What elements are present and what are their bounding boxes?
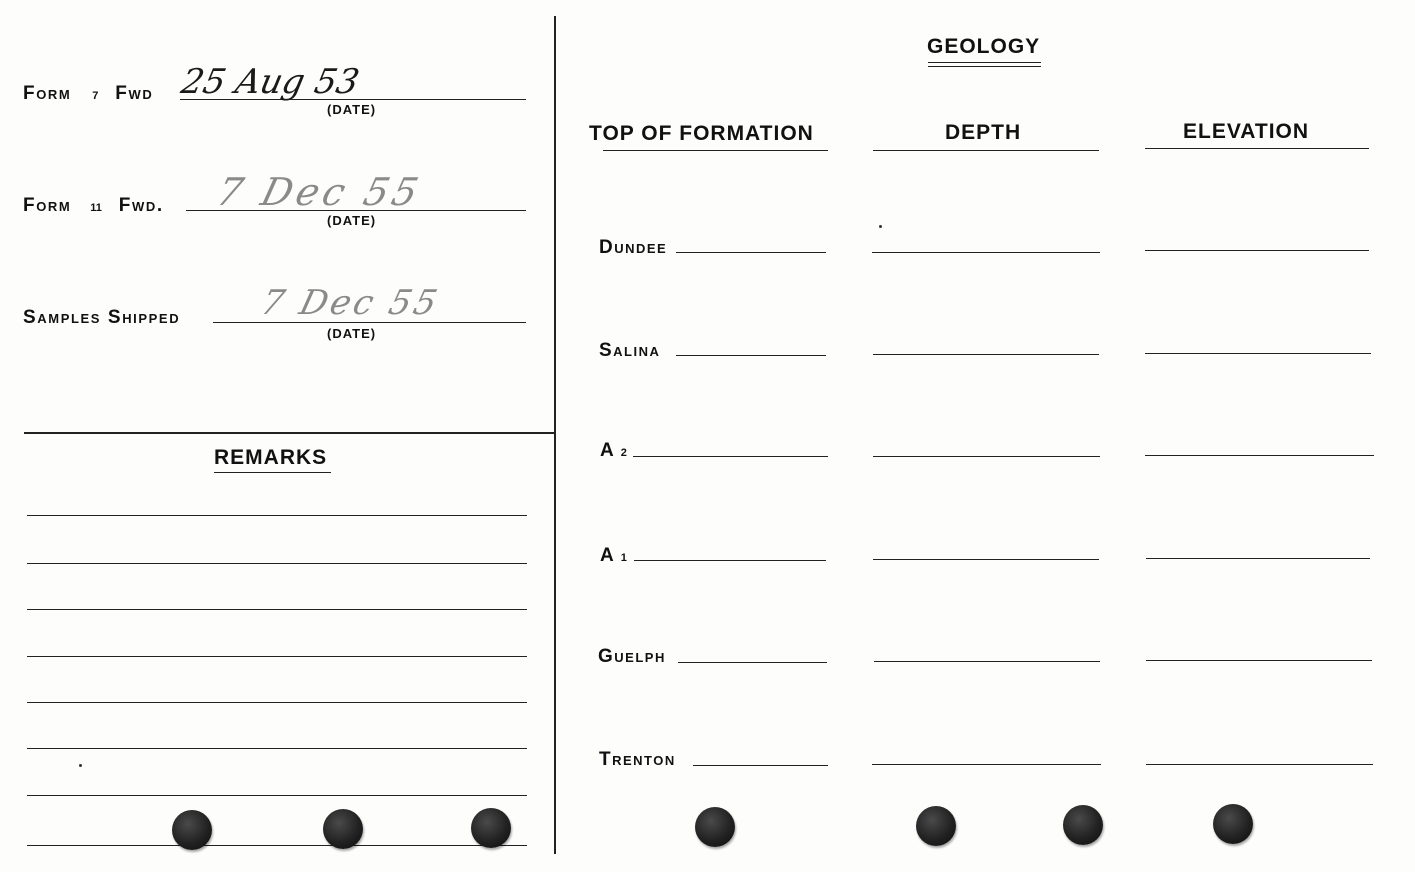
column-header-top-of-formation: TOP OF FORMATION bbox=[589, 122, 814, 145]
depth-line bbox=[874, 661, 1100, 662]
punch-hole bbox=[1213, 804, 1253, 844]
depth-line bbox=[873, 456, 1100, 457]
formation-label-trenton: Trenton bbox=[599, 749, 676, 770]
remarks-line bbox=[27, 656, 527, 657]
punch-hole bbox=[1063, 805, 1103, 845]
form11-date-caption: (DATE) bbox=[327, 213, 377, 228]
remarks-line bbox=[27, 563, 527, 564]
column-header-underline bbox=[1145, 148, 1369, 149]
formation-label-dundee: Dundee bbox=[599, 237, 668, 258]
formation-label-a1: A 1 bbox=[600, 545, 627, 566]
geology-title-underline-2 bbox=[928, 66, 1041, 67]
form11-handwritten-date: 7 Dec 55 bbox=[212, 170, 427, 214]
elevation-line bbox=[1145, 353, 1371, 354]
remarks-line bbox=[27, 845, 527, 846]
depth-line bbox=[873, 354, 1099, 355]
samples-handwritten-date: 7 Dec 55 bbox=[257, 283, 444, 323]
speck bbox=[79, 764, 82, 767]
column-header-underline bbox=[603, 150, 828, 151]
depth-line bbox=[872, 764, 1101, 765]
formation-line bbox=[676, 252, 826, 253]
samples-label: Samples Shipped bbox=[23, 307, 181, 328]
column-header-depth: DEPTH bbox=[945, 121, 1022, 144]
formation-line bbox=[693, 765, 828, 766]
form11-label: Form 11 Fwd. bbox=[23, 195, 164, 216]
punch-hole bbox=[471, 808, 511, 848]
formation-line bbox=[634, 560, 826, 561]
remarks-line bbox=[27, 748, 527, 749]
speck bbox=[879, 225, 882, 228]
remarks-line bbox=[27, 515, 527, 516]
elevation-line bbox=[1146, 764, 1373, 765]
geology-title: GEOLOGY bbox=[927, 35, 1041, 58]
punch-hole bbox=[172, 810, 212, 850]
formation-label-guelph: Guelph bbox=[598, 646, 666, 667]
geology-title-underline bbox=[928, 62, 1041, 63]
elevation-line bbox=[1145, 455, 1374, 456]
formation-line bbox=[678, 662, 827, 663]
remarks-line bbox=[27, 795, 527, 796]
formation-label-a2: A 2 bbox=[600, 440, 627, 461]
form7-date-caption: (DATE) bbox=[327, 102, 377, 117]
form7-handwritten-date: 25 Aug 53 bbox=[177, 62, 363, 102]
column-header-underline bbox=[873, 150, 1099, 151]
depth-line bbox=[872, 252, 1100, 253]
punch-hole bbox=[323, 809, 363, 849]
center-divider bbox=[554, 16, 556, 854]
remarks-divider bbox=[24, 432, 556, 434]
elevation-line bbox=[1146, 558, 1370, 559]
remarks-line bbox=[27, 609, 527, 610]
remarks-line bbox=[27, 702, 527, 703]
formation-line bbox=[633, 456, 828, 457]
elevation-line bbox=[1145, 250, 1369, 251]
depth-line bbox=[873, 559, 1099, 560]
punch-hole bbox=[695, 807, 735, 847]
elevation-line bbox=[1146, 660, 1372, 661]
remarks-title: REMARKS bbox=[214, 446, 328, 469]
form7-label: Form 7 Fwd bbox=[23, 83, 154, 104]
column-header-elevation: ELEVATION bbox=[1183, 120, 1310, 143]
remarks-title-underline bbox=[214, 472, 331, 473]
samples-date-caption: (DATE) bbox=[327, 326, 377, 341]
punch-hole bbox=[916, 806, 956, 846]
formation-label-salina: Salina bbox=[599, 340, 661, 361]
formation-line bbox=[676, 355, 826, 356]
